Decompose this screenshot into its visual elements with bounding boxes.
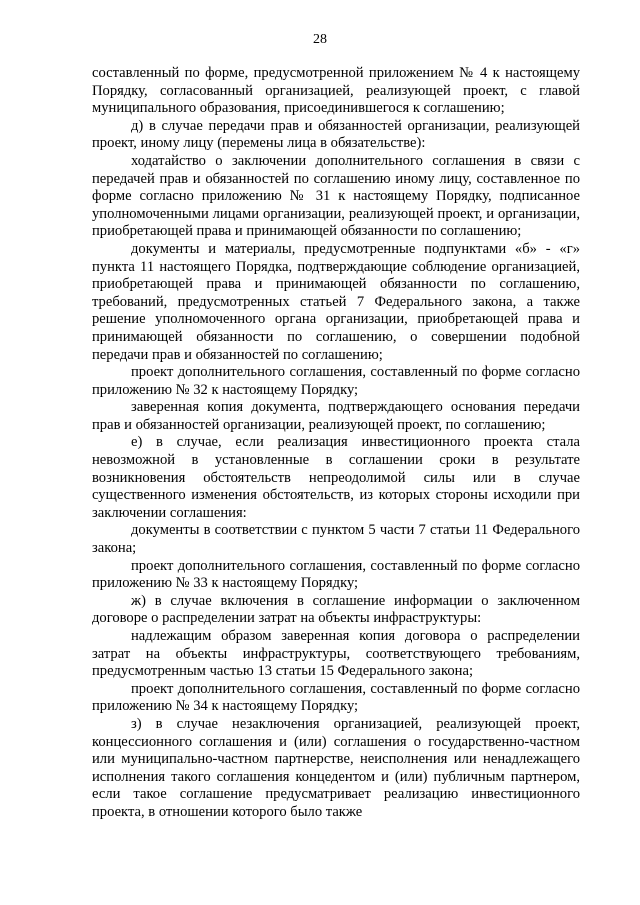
paragraph: составленный по форме, предусмотренной приложением № 4 к настоящему Порядку, согласованный организацией, реализующей проект, с главой муниципального образования, присоединившегося к соглашению;: [92, 65, 580, 117]
paragraph: з) в случае незаключения организацией, реализующей проект, концессионного соглашения и (или) соглашения о государственно-частном или муниципально-частном партнерстве, неисполнения или ненадлежащего исполнения такого соглашения концедентом и (или) публичным партнером, если такое соглашение предусматривает реализацию инвестиционного проекта, в отношении которого было также: [92, 715, 580, 820]
page-number: 28: [313, 32, 327, 47]
paragraph: проект дополнительного соглашения, составленный по форме согласно приложению № 33 к настоящему Порядку;: [92, 557, 580, 592]
paragraph: надлежащим образом заверенная копия договора о распределении затрат на объекты инфраструктуры, соответствующего требованиям, предусмотренным частью 13 статьи 15 Федерального закона;: [92, 628, 580, 680]
document-body: [92, 65, 580, 822]
paragraph: проект дополнительного соглашения, составленный по форме согласно приложению № 34 к настоящему Порядку;: [92, 680, 580, 715]
paragraph: ходатайство о заключении дополнительного соглашения в связи с передачей прав и обязанностей по соглашению иному лицу, составленное по форме согласно приложению № 31 к настоящему Порядку, подписанное уполномоченными лицами организации, реализующей проект, и организации, приобретающей права и принимающей обязанности по соглашению;: [92, 152, 580, 240]
paragraph: д) в случае передачи прав и обязанностей организации, реализующей проект, иному лицу (перемены лица в обязательстве):: [92, 117, 580, 152]
paragraph: проект дополнительного соглашения, составленный по форме согласно приложению № 32 к настоящему Порядку;: [92, 364, 580, 398]
paragraph: документы и материалы, предусмотренные подпунктами «б» - «г» пункта 11 настоящего Порядка, подтверждающие соблюдение организацией, приобретающей права и принимающей обязанности по соглашению, требований, предусмотренных статьей 7 Федерального закона, а также решение уполномоченного органа организации, приобретающей права и принимающей обязанности по соглашению, о совершении подобной передачи прав и обязанностей по соглашению;: [92, 240, 580, 363]
paragraph: е) в случае, если реализация инвестиционного проекта стала невозможной в установленные в соглашении сроки в результате возникновения обстоятельств непреодолимой силы или в случае существенного изменения обстоятельств, из которых стороны исходили при заключении соглашения:: [92, 434, 580, 521]
paragraph: документы в соответствии с пунктом 5 части 7 статьи 11 Федерального закона;: [92, 522, 580, 557]
paragraph: заверенная копия документа, подтверждающего основания передачи прав и обязанностей организации, реализующей проект, по соглашению;: [92, 399, 580, 433]
paragraph: ж) в случае включения в соглашение информации о заключенном договоре о распределении затрат на объекты инфраструктуры:: [92, 592, 580, 627]
